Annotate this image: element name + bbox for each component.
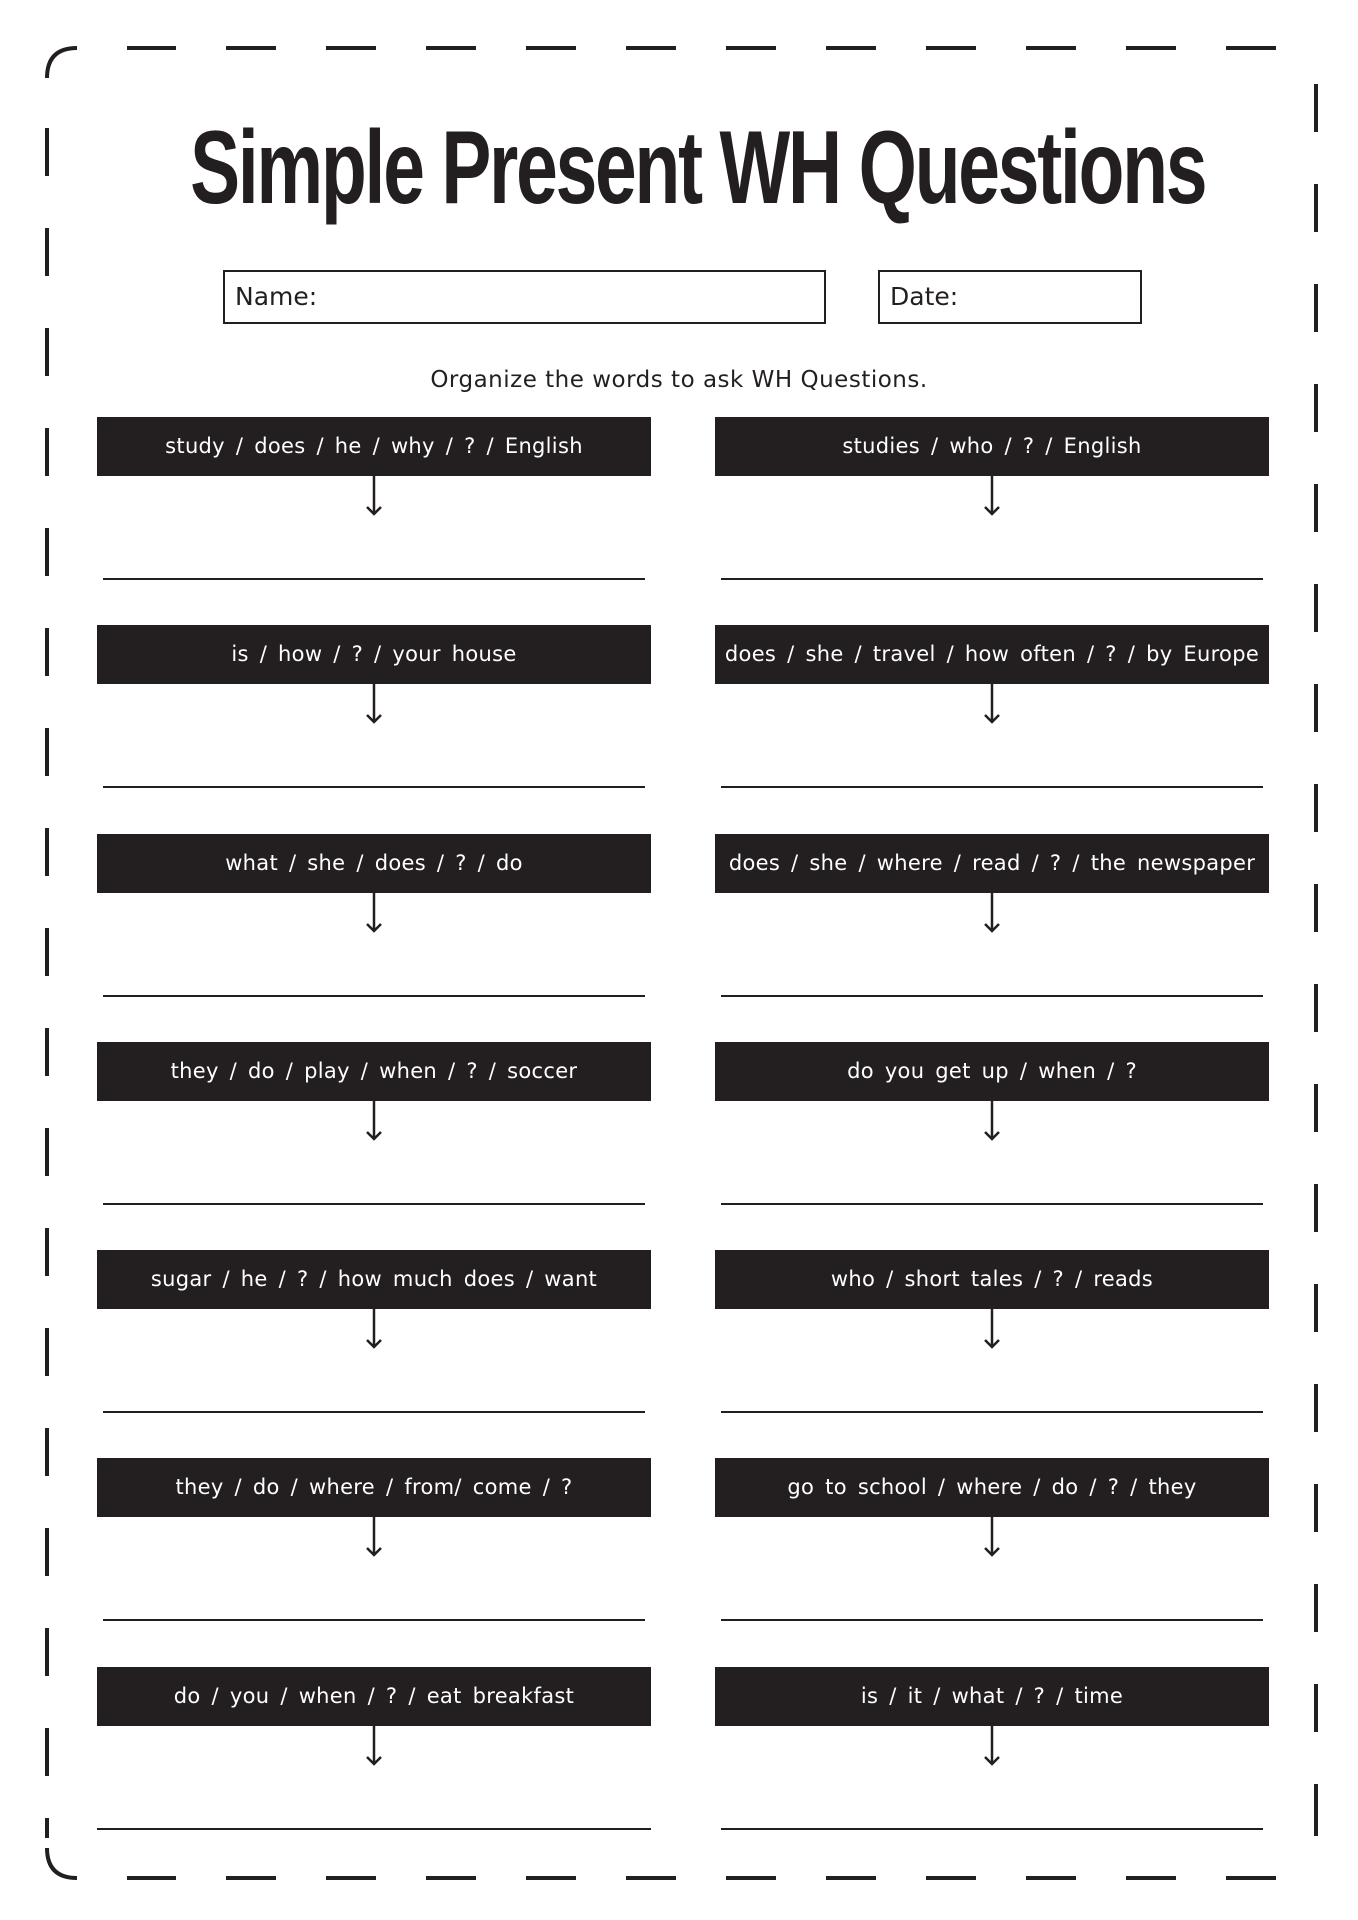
date-field[interactable]: Date: — [878, 270, 1142, 324]
answer-line[interactable] — [721, 1203, 1263, 1205]
word-prompt: who / short tales / ? / reads — [715, 1250, 1269, 1309]
arrow-down-icon — [365, 476, 383, 518]
word-prompt: does / she / where / read / ? / the newspaper — [715, 834, 1269, 893]
answer-line[interactable] — [103, 1619, 645, 1621]
arrow-down-icon — [365, 893, 383, 935]
answer-line[interactable] — [103, 578, 645, 580]
word-prompt: what / she / does / ? / do — [97, 834, 651, 893]
exercise-item — [715, 1667, 1269, 1875]
page-title: Simple Present WH Questions — [190, 110, 1206, 226]
word-prompt: is / how / ? / your house — [97, 625, 651, 684]
answer-line[interactable] — [721, 995, 1263, 997]
exercise-grid — [97, 417, 1269, 1875]
word-prompt: does / she / travel / how often / ? / by Europe — [715, 625, 1269, 684]
exercise-item — [97, 1250, 651, 1458]
answer-line[interactable] — [721, 1828, 1263, 1830]
answer-line[interactable] — [97, 1828, 651, 1830]
word-prompt: studies / who / ? / English — [715, 417, 1269, 476]
arrow-down-icon — [983, 893, 1001, 935]
answer-line[interactable] — [721, 1411, 1263, 1413]
exercise-item — [715, 625, 1269, 833]
arrow-down-icon — [983, 1726, 1001, 1768]
arrow-down-icon — [983, 1517, 1001, 1559]
arrow-down-icon — [365, 684, 383, 726]
answer-line[interactable] — [103, 1411, 645, 1413]
word-prompt: sugar / he / ? / how much does / want — [97, 1250, 651, 1309]
word-prompt: do you get up / when / ? — [715, 1042, 1269, 1101]
arrow-down-icon — [983, 684, 1001, 726]
exercise-item — [97, 625, 651, 833]
arrow-down-icon — [365, 1101, 383, 1143]
exercise-item — [97, 417, 651, 625]
word-prompt: is / it / what / ? / time — [715, 1667, 1269, 1726]
answer-line[interactable] — [103, 1203, 645, 1205]
arrow-down-icon — [365, 1309, 383, 1351]
arrow-down-icon — [365, 1517, 383, 1559]
word-prompt: they / do / play / when / ? / soccer — [97, 1042, 651, 1101]
word-prompt: go to school / where / do / ? / they — [715, 1458, 1269, 1517]
exercise-item — [715, 834, 1269, 1042]
exercise-item — [97, 1458, 651, 1666]
answer-line[interactable] — [721, 786, 1263, 788]
exercise-item — [97, 834, 651, 1042]
answer-line[interactable] — [721, 1619, 1263, 1621]
arrow-down-icon — [365, 1726, 383, 1768]
exercise-item — [715, 417, 1269, 625]
arrow-down-icon — [983, 1101, 1001, 1143]
arrow-down-icon — [983, 476, 1001, 518]
instruction-text: Organize the words to ask WH Questions. — [430, 367, 928, 393]
exercise-item — [715, 1250, 1269, 1458]
name-field[interactable]: Name: — [223, 270, 826, 324]
answer-line[interactable] — [721, 578, 1263, 580]
arrow-down-icon — [983, 1309, 1001, 1351]
exercise-item — [97, 1667, 651, 1875]
answer-line[interactable] — [103, 995, 645, 997]
word-prompt: study / does / he / why / ? / English — [97, 417, 651, 476]
exercise-item — [97, 1042, 651, 1250]
word-prompt: they / do / where / from/ come / ? — [97, 1458, 651, 1517]
answer-line[interactable] — [103, 786, 645, 788]
word-prompt: do / you / when / ? / eat breakfast — [97, 1667, 651, 1726]
exercise-item — [715, 1042, 1269, 1250]
exercise-item — [715, 1458, 1269, 1666]
